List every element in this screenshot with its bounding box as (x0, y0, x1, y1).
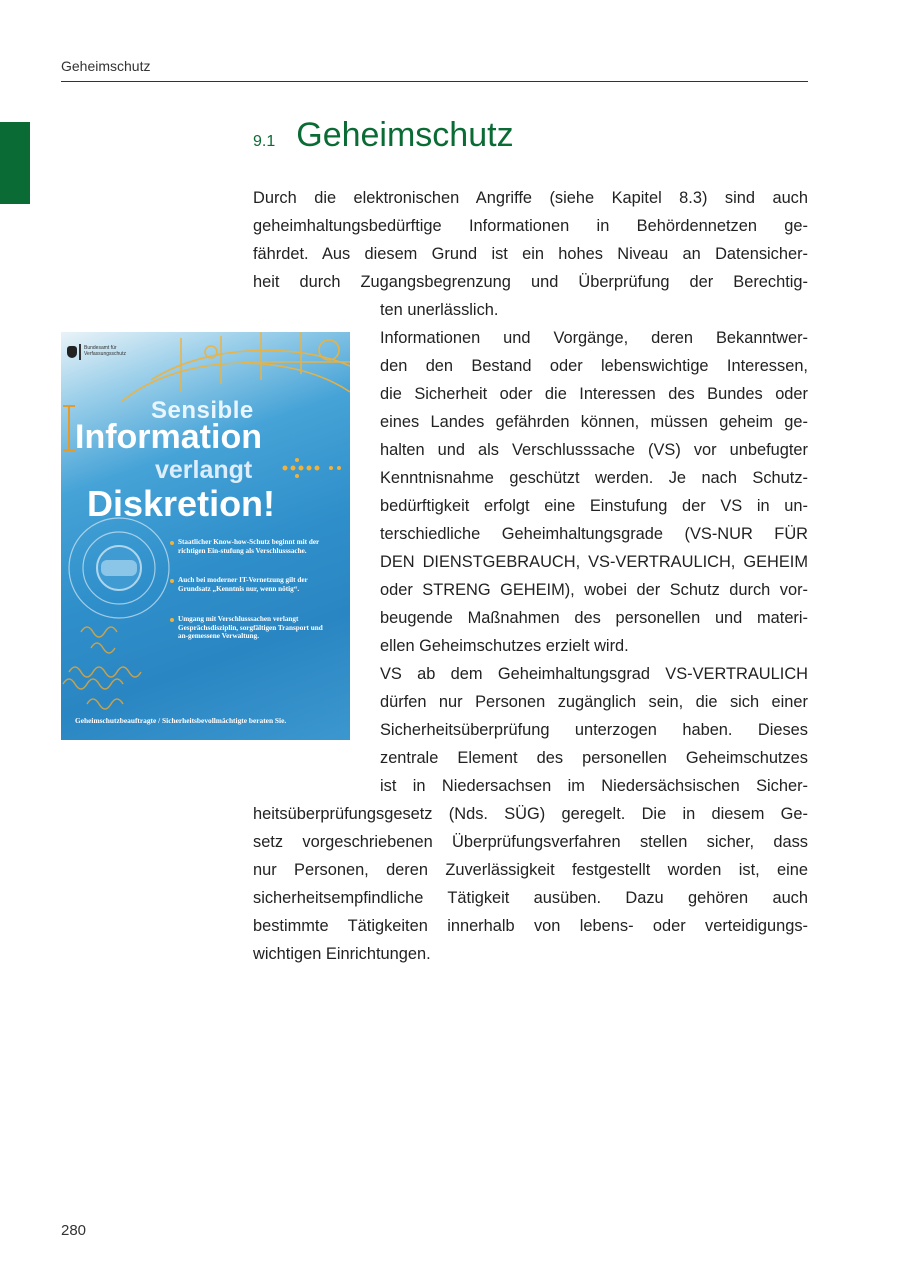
poster-headline: Sensible (151, 397, 254, 424)
body-line: Kenntnisnahme geschützt werden. Je nach Schutz- (380, 469, 808, 487)
body-line: dürfen nur Personen zugänglich sein, die sich einer (380, 693, 808, 711)
body-line: Durch die elektronischen Angriffe (siehe Kapitel 8.3) sind auch (253, 189, 808, 207)
poster-logo-line: Verfassungsschutz (84, 351, 126, 357)
poster-headline: Diskretion! (87, 483, 276, 524)
body-line: den den Bestand oder lebenswichtige Interessen, (380, 357, 808, 375)
body-line: zentrale Element des personellen Geheimschutzes (380, 749, 808, 767)
poster-bullet: Staatlicher Know-how-Schutz beginnt mit der richtigen Ein-stufung als Verschlusssache. (178, 538, 328, 555)
poster-decoration (61, 332, 350, 740)
body-line: Informationen und Vorgänge, deren Bekanntwer- (380, 329, 808, 347)
body-line: oder STRENG GEHEIM), wobei der Schutz durch vor- (380, 581, 808, 599)
body-line: die Sicherheit oder die Interessen des Bundes oder (380, 385, 808, 403)
body-line: heit durch Zugangsbegrenzung und Überprüfung der Berechtig- (253, 273, 808, 291)
poster-headline: verlangt (155, 456, 253, 484)
poster-headline: Information (75, 418, 262, 456)
body-line: beugende Maßnahmen des personellen und materi- (380, 609, 808, 627)
eagle-emblem-icon (67, 346, 77, 358)
body-line: DEN DIENSTGEBRAUCH, VS-VERTRAULICH, GEHEIM (380, 553, 808, 571)
body-line: bestimmte Tätigkeiten innerhalb von lebens- oder verteidigungs- (253, 917, 808, 935)
poster-bullet: Auch bei moderner IT-Vernetzung gilt der Grundsatz „Kenntnis nur, wenn nötig“. (178, 576, 328, 593)
body-line: sicherheitsempfindliche Tätigkeit ausüben. Dazu gehören auch (253, 889, 808, 907)
body-line: terschiedliche Geheimhaltungsgrade (VS-NUR FÜR (380, 525, 808, 543)
body-line: bedürftigkeit erfolgt eine Einstufung der VS in un- (380, 497, 808, 515)
body-line: ellen Geheimschutzes erzielt wird. (380, 637, 629, 655)
body-line: ist in Niedersachsen im Niedersächsischen Sicher- (380, 777, 808, 795)
section-number: 9.1 (253, 133, 276, 150)
body-line: setz vorgeschriebenen Überprüfungsverfahren stellen sicher, dass (253, 833, 808, 851)
poster-logo-line: Bundesamt für (84, 345, 117, 351)
section-heading (253, 116, 514, 160)
section-title: Geheimschutz (296, 116, 514, 154)
body-line: wichtigen Einrichtungen. (253, 945, 431, 963)
body-line: VS ab dem Geheimhaltungsgrad VS-VERTRAULICH (380, 665, 808, 683)
page-number: 280 (61, 1222, 87, 1239)
body-line: heitsüberprüfungsgesetz (Nds. SÜG) geregelt. Die in diesem Ge- (253, 805, 808, 823)
body-line: Sicherheitsüberprüfung unterzogen haben. Dieses (380, 721, 808, 739)
body-line: ten unerlässlich. (380, 301, 499, 319)
running-header: Geheimschutz (61, 58, 151, 74)
chapter-tab-marker (0, 122, 30, 204)
header-rule (61, 81, 808, 82)
poster-footer: Geheimschutzbeauftragte / Sicherheitsbevollmächtigte beraten Sie. (75, 716, 287, 725)
body-line: nur Personen, deren Zuverlässigkeit festgestellt worden ist, eine (253, 861, 808, 879)
body-line: fährdet. Aus diesem Grund ist ein hohes Niveau an Datensicher- (253, 245, 808, 263)
body-line: eines Landes gefährden können, müssen geheim ge- (380, 413, 808, 431)
body-line: halten und als Verschlusssache (VS) vor unbefugter (380, 441, 808, 459)
poster-bullet: Umgang mit Verschlusssachen verlangt Gesprächsdisziplin, sorgfältigen Transport und an-gemessene Verwaltung. (178, 615, 328, 641)
poster-image (61, 332, 350, 740)
logo-divider (79, 344, 81, 360)
body-line: geheimhaltungsbedürftige Informationen in Behördennetzen ge- (253, 217, 808, 235)
